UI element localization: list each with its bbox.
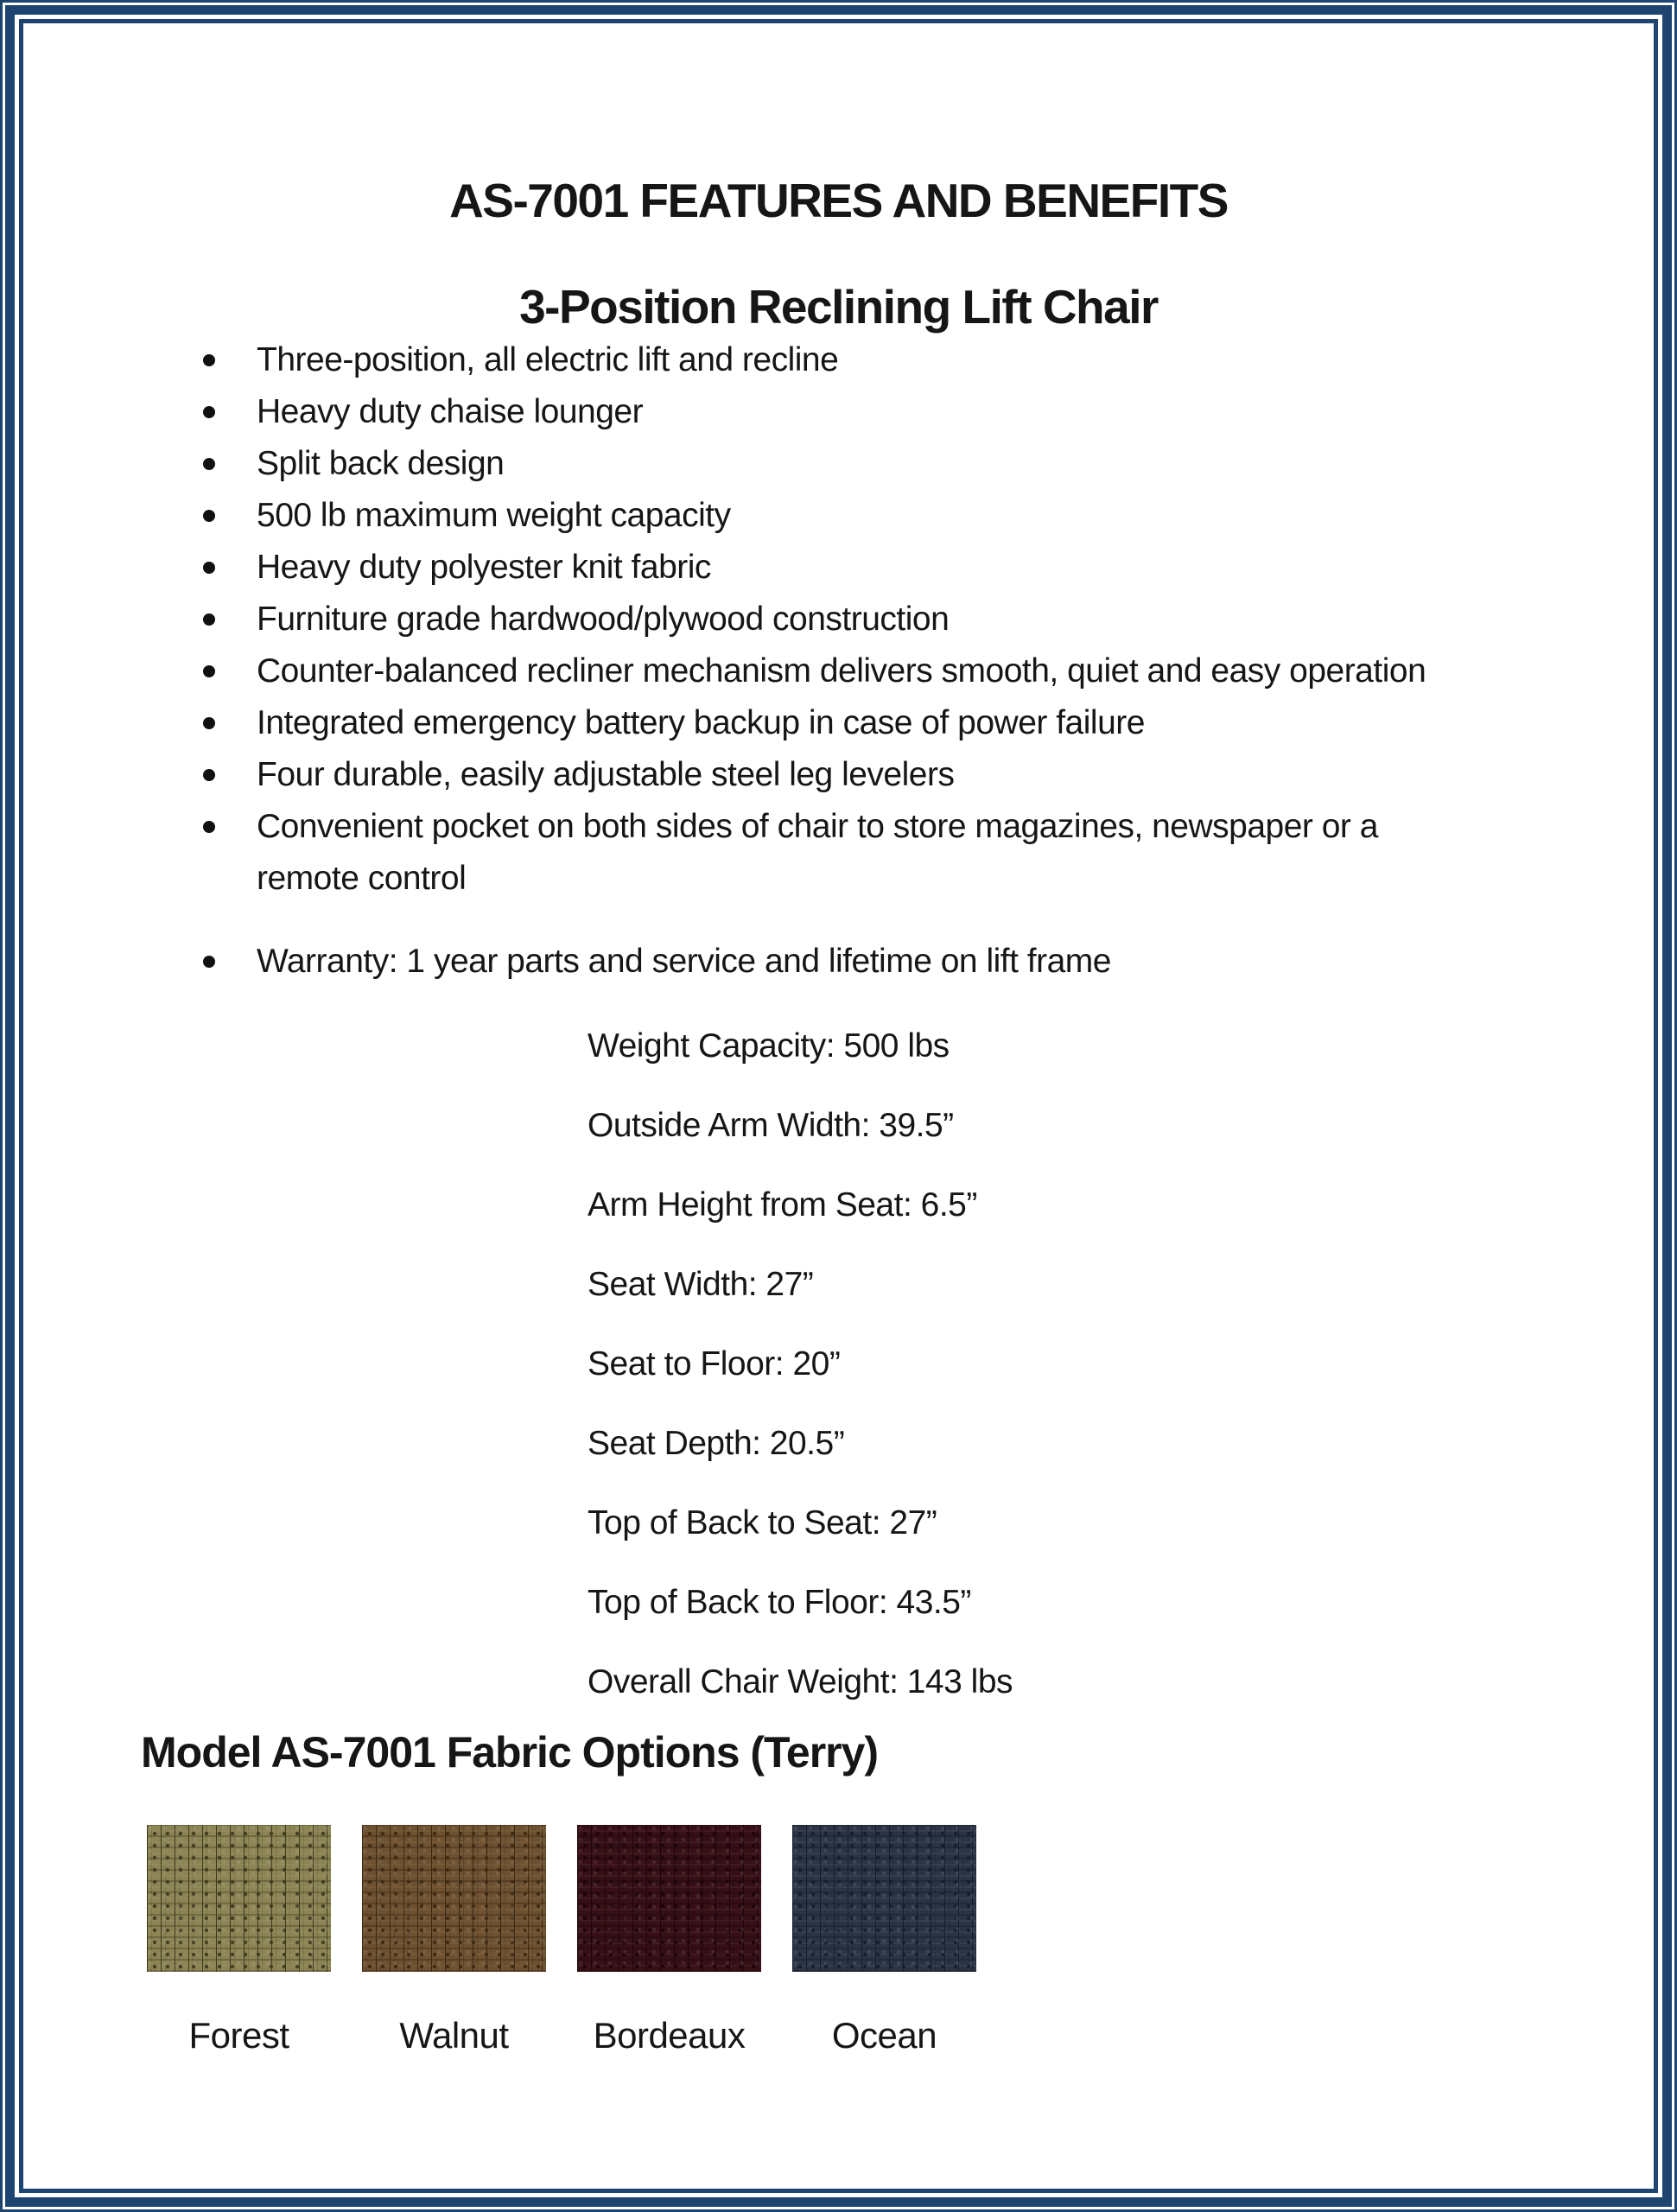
feature-item: [203, 438, 1464, 490]
feature-item: [203, 749, 1464, 801]
spec-line-back-to-seat: Top of Back to Seat: 27”: [588, 1504, 937, 1541]
bullet-icon: [203, 354, 215, 366]
page-subtitle: 3-Position Reclining Lift Chair: [519, 279, 1158, 334]
feature-item: [203, 334, 1464, 386]
feature-text: Furniture grade hardwood/plywood construction: [257, 601, 950, 638]
feature-item: [203, 490, 1464, 542]
fabric-swatch-bordeaux: [577, 1825, 761, 1972]
feature-text: Counter-balanced recliner mechanism delivers smooth, quiet and easy operation: [257, 652, 1426, 690]
page-title: AS-7001 FEATURES AND BENEFITS: [449, 173, 1228, 227]
specification-list: [588, 1007, 1013, 1722]
feature-item: [203, 801, 1464, 905]
spec-line-back-to-floor: Top of Back to Floor: 43.5”: [588, 1584, 971, 1621]
fabric-option-walnut: [362, 1825, 546, 2055]
fabric-label-ocean: Ocean: [831, 2015, 937, 2056]
spec-line-chair-weight: Overall Chair Weight: 143 lbs: [588, 1663, 1013, 1700]
bullet-icon: [203, 562, 215, 574]
feature-item-warranty: [203, 936, 1464, 988]
feature-item: [203, 645, 1464, 697]
spec-line-seat-depth: Seat Depth: 20.5”: [588, 1425, 845, 1462]
feature-text: Heavy duty polyester knit fabric: [257, 549, 711, 586]
feature-text: 500 lb maximum weight capacity: [257, 497, 731, 534]
bullet-icon: [203, 956, 215, 968]
bullet-icon: [203, 769, 215, 781]
spec-line-arm-height: Arm Height from Seat: 6.5”: [588, 1186, 977, 1224]
bullet-icon: [203, 406, 215, 418]
bullet-icon: [203, 665, 215, 677]
bullet-icon: [203, 510, 215, 522]
spec-line-weight-capacity: Weight Capacity: 500 lbs: [588, 1027, 950, 1065]
fabric-swatch-forest: [147, 1825, 331, 1972]
feature-text: Three-position, all electric lift and recline: [257, 341, 839, 378]
spec-line-outside-arm-width: Outside Arm Width: 39.5”: [588, 1107, 954, 1144]
fabric-swatch-ocean: [792, 1825, 976, 1972]
bullet-icon: [203, 613, 215, 626]
fabric-swatch-walnut: [362, 1825, 546, 1972]
bullet-icon: [203, 458, 215, 470]
feature-text: Warranty: 1 year parts and service and lifetime on lift frame: [257, 943, 1111, 980]
spec-line-seat-width: Seat Width: 27”: [588, 1266, 814, 1303]
fabric-swatch-row: [147, 1825, 976, 2055]
feature-text: Heavy duty chaise lounger: [257, 393, 644, 430]
fabric-options-heading: Model AS-7001 Fabric Options (Terry): [141, 1728, 879, 1777]
fabric-label-forest: Forest: [188, 2015, 289, 2056]
feature-item: [203, 697, 1464, 749]
feature-text: Convenient pocket on both sides of chair to store magazines, newspaper or a remote control: [257, 808, 1378, 897]
fabric-label-bordeaux: Bordeaux: [593, 2015, 746, 2056]
feature-item: [203, 386, 1464, 438]
feature-item: [203, 594, 1464, 645]
feature-text: Four durable, easily adjustable steel leg levelers: [257, 756, 955, 793]
feature-list: [203, 334, 1464, 988]
feature-text: Integrated emergency battery backup in case of power failure: [257, 704, 1145, 741]
fabric-option-bordeaux: [577, 1825, 761, 2055]
feature-text: Split back design: [257, 445, 505, 482]
bullet-icon: [203, 717, 215, 729]
feature-item: [203, 542, 1464, 594]
fabric-option-forest: [147, 1825, 331, 2055]
bullet-icon: [203, 821, 215, 833]
spec-line-seat-to-floor: Seat to Floor: 20”: [588, 1345, 841, 1382]
fabric-option-ocean: [792, 1825, 976, 2055]
fabric-label-walnut: Walnut: [399, 2015, 509, 2056]
